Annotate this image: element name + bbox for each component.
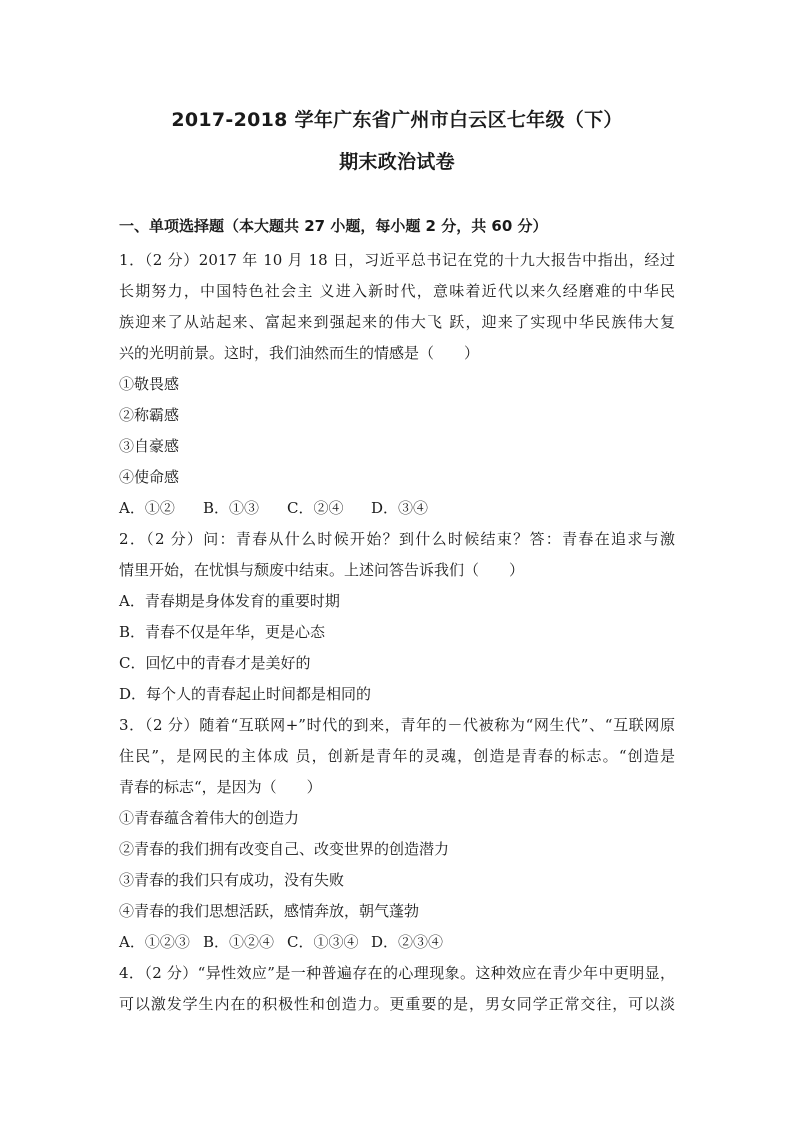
question-1-item-4: ④使命感 xyxy=(119,468,180,486)
question-4-line-1: 4．（2 分）“异性效应”是一种普遍存在的心理现象。这种效应在青少年中更明显， xyxy=(119,964,675,982)
question-3-item-4: ④青春的我们思想活跃，感情奔放，朝气蓬勃 xyxy=(119,902,420,920)
question-3-line-1: 3．（2 分）随着“互联网+”时代的到来，青年的－代被称为“网生代”、“互联网原 xyxy=(119,716,675,734)
question-3-option-a[interactable]: A．①②③ xyxy=(119,933,190,951)
question-3-option-b[interactable]: B．①②④ xyxy=(203,933,275,951)
question-1-line-2: 长期努力，中国特色社会主 义进入新时代，意味着近代以来久经磨难的中华民 xyxy=(119,282,675,300)
question-1-option-d[interactable]: D．③④ xyxy=(371,499,429,517)
question-1-item-3: ③自豪感 xyxy=(119,437,180,455)
question-1-option-a[interactable]: A．①② xyxy=(119,499,175,517)
exam-subtitle: 期末政治试卷 xyxy=(339,151,455,173)
question-3-option-d[interactable]: D．②③④ xyxy=(371,933,444,951)
question-1-option-b[interactable]: B．①③ xyxy=(203,499,260,517)
question-1-item-1: ①敬畏感 xyxy=(119,375,180,393)
question-1-option-c[interactable]: C．②④ xyxy=(287,499,344,517)
question-1-line-4: 兴的光明前景。这时，我们油然而生的情感是（ ） xyxy=(119,344,480,362)
question-3-item-1: ①青春蕴含着伟大的创造力 xyxy=(119,809,300,827)
question-4-line-2: 可以激发学生内在的积极性和创造力。更重要的是，男女同学正常交往，可以淡 xyxy=(119,995,675,1013)
question-2-choice-a[interactable]: A．青春期是身体发育的重要时期 xyxy=(119,592,340,610)
question-1-line-1: 1．（2 分）2017 年 10 月 18 日，习近平总书记在党的十九大报告中指出，经过 xyxy=(119,251,675,269)
question-2-line-2: 情里开始，在忧惧与颓废中结束。上述问答告诉我们（ ） xyxy=(119,561,525,579)
question-1-item-2: ②称霸感 xyxy=(119,406,180,424)
question-3-item-2: ②青春的我们拥有改变自己、改变世界的创造潜力 xyxy=(119,840,450,858)
question-2-line-1: 2．（2 分）问：青春从什么时候开始？到什么时候结束？答：青春在追求与激 xyxy=(119,530,675,548)
question-2-choice-c[interactable]: C．回忆中的青春才是美好的 xyxy=(119,654,311,672)
question-1-line-3: 族迎来了从站起来、富起来到强起来的伟大飞 跃，迎来了实现中华民族伟大复 xyxy=(119,313,675,331)
question-2-choice-d[interactable]: D．每个人的青春起止时间都是相同的 xyxy=(119,685,372,703)
question-3-options xyxy=(119,932,443,952)
exam-title: 2017-2018 学年广东省广州市白云区七年级（下） xyxy=(171,109,623,131)
question-3-line-2: 住民”，是网民的主体成 员，创新是青年的灵魂，创造是青春的标志。“创造是 xyxy=(119,747,675,765)
question-1-options xyxy=(119,498,428,518)
section-heading: 一、单项选择题（本大题共 27 小题，每小题 2 分，共 60 分） xyxy=(119,217,548,235)
question-3-option-c[interactable]: C．①③④ xyxy=(287,933,359,951)
question-3-line-3: 青春的标志“，是因为（ ） xyxy=(119,778,322,796)
question-3-item-3: ③青春的我们只有成功，没有失败 xyxy=(119,871,345,889)
question-2-choice-b[interactable]: B．青春不仅是年华，更是心态 xyxy=(119,623,326,641)
